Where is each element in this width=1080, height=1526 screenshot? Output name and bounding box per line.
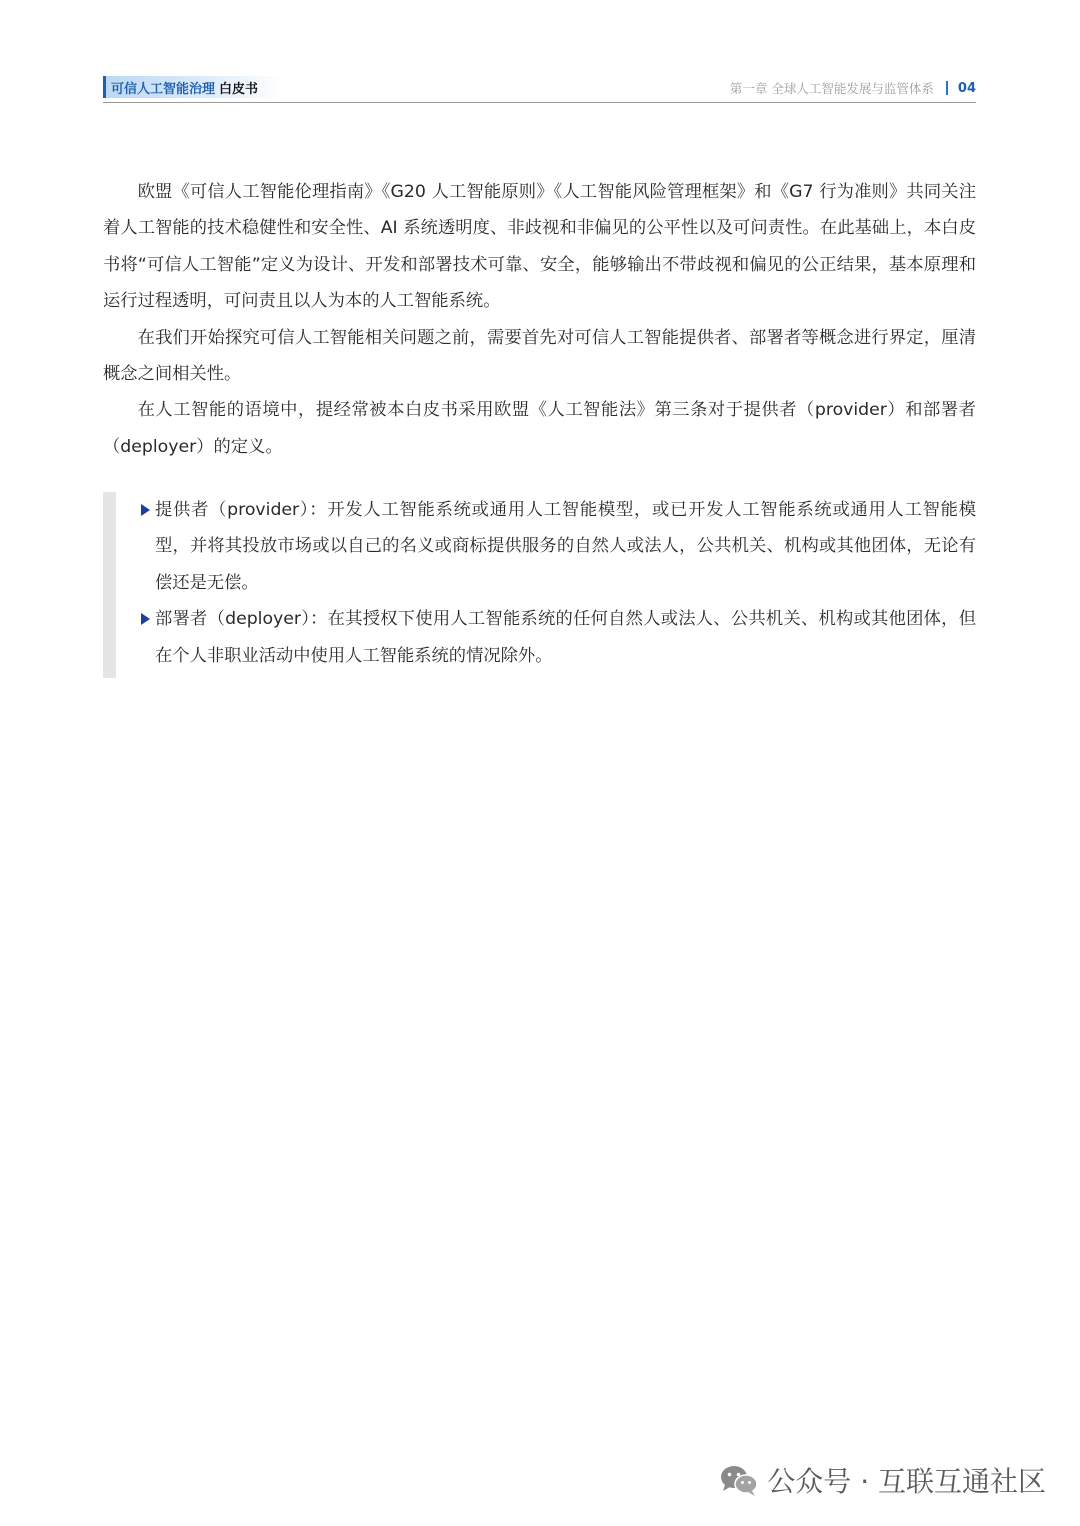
chapter-title: 第一章 全球人工智能发展与监管体系 (729, 81, 934, 96)
header-subtitle: 白皮书 (219, 81, 259, 97)
definition-item-deployer (141, 601, 976, 674)
header-title-band (103, 76, 283, 98)
paragraph: 欧盟《可信人工智能伦理指南》《G20 人工智能原则》《人工智能风险管理框架》和《G7 行为准则》共同关注着人工智能的技术稳健性和安全性、AI 系统透明度、非歧视和非偏见的公平性以及可问责性。在此基础上，本白皮书将“可信人工智能”定义为设计、开发和部署技术可靠、安全，能够输出不带歧视和偏见的公正结果，基本原理和运行过程透明，可问责且以人为本的人工智能系统。 (103, 182, 976, 312)
watermark (719, 1460, 1046, 1500)
header-separator (946, 81, 948, 95)
body-text (103, 174, 976, 465)
wechat-icon (719, 1463, 759, 1497)
triangle-bullet-icon (141, 613, 150, 625)
header-chapter-info (730, 79, 976, 97)
page-header (103, 74, 976, 103)
paragraph: 在人工智能的语境中，提经常被本白皮书采用欧盟《人工智能法》第三条对于提供者（provider）和部署者（deployer）的定义。 (103, 400, 976, 457)
definition-item-provider (141, 492, 976, 601)
page-number: 04 (957, 80, 976, 96)
paragraph: 在我们开始探究可信人工智能相关问题之前，需要首先对可信人工智能提供者、部署者等概念进行界定，厘清概念之间相关性。 (103, 327, 976, 385)
quote-bar (103, 492, 116, 678)
header-title: 可信人工智能治理 (111, 81, 216, 97)
definition-block (103, 492, 976, 678)
watermark-text: 公众号 · 互联互通社区 (767, 1465, 1046, 1498)
definition-text: 部署者（deployer）：在其授权下使用人工智能系统的任何自然人或法人、公共机关、机构或其他团体，但在个人非职业活动中使用人工智能系统的情况除外。 (155, 609, 976, 666)
definition-list (141, 492, 976, 674)
triangle-bullet-icon (141, 504, 150, 516)
definition-text: 提供者（provider）：开发人工智能系统或通用人工智能模型，或已开发人工智能系统或通用人工智能模型，并将其投放市场或以自己的名义或商标提供服务的自然人或法人，公共机关、机构或其他团体，无论有偿还是无偿。 (155, 500, 976, 593)
